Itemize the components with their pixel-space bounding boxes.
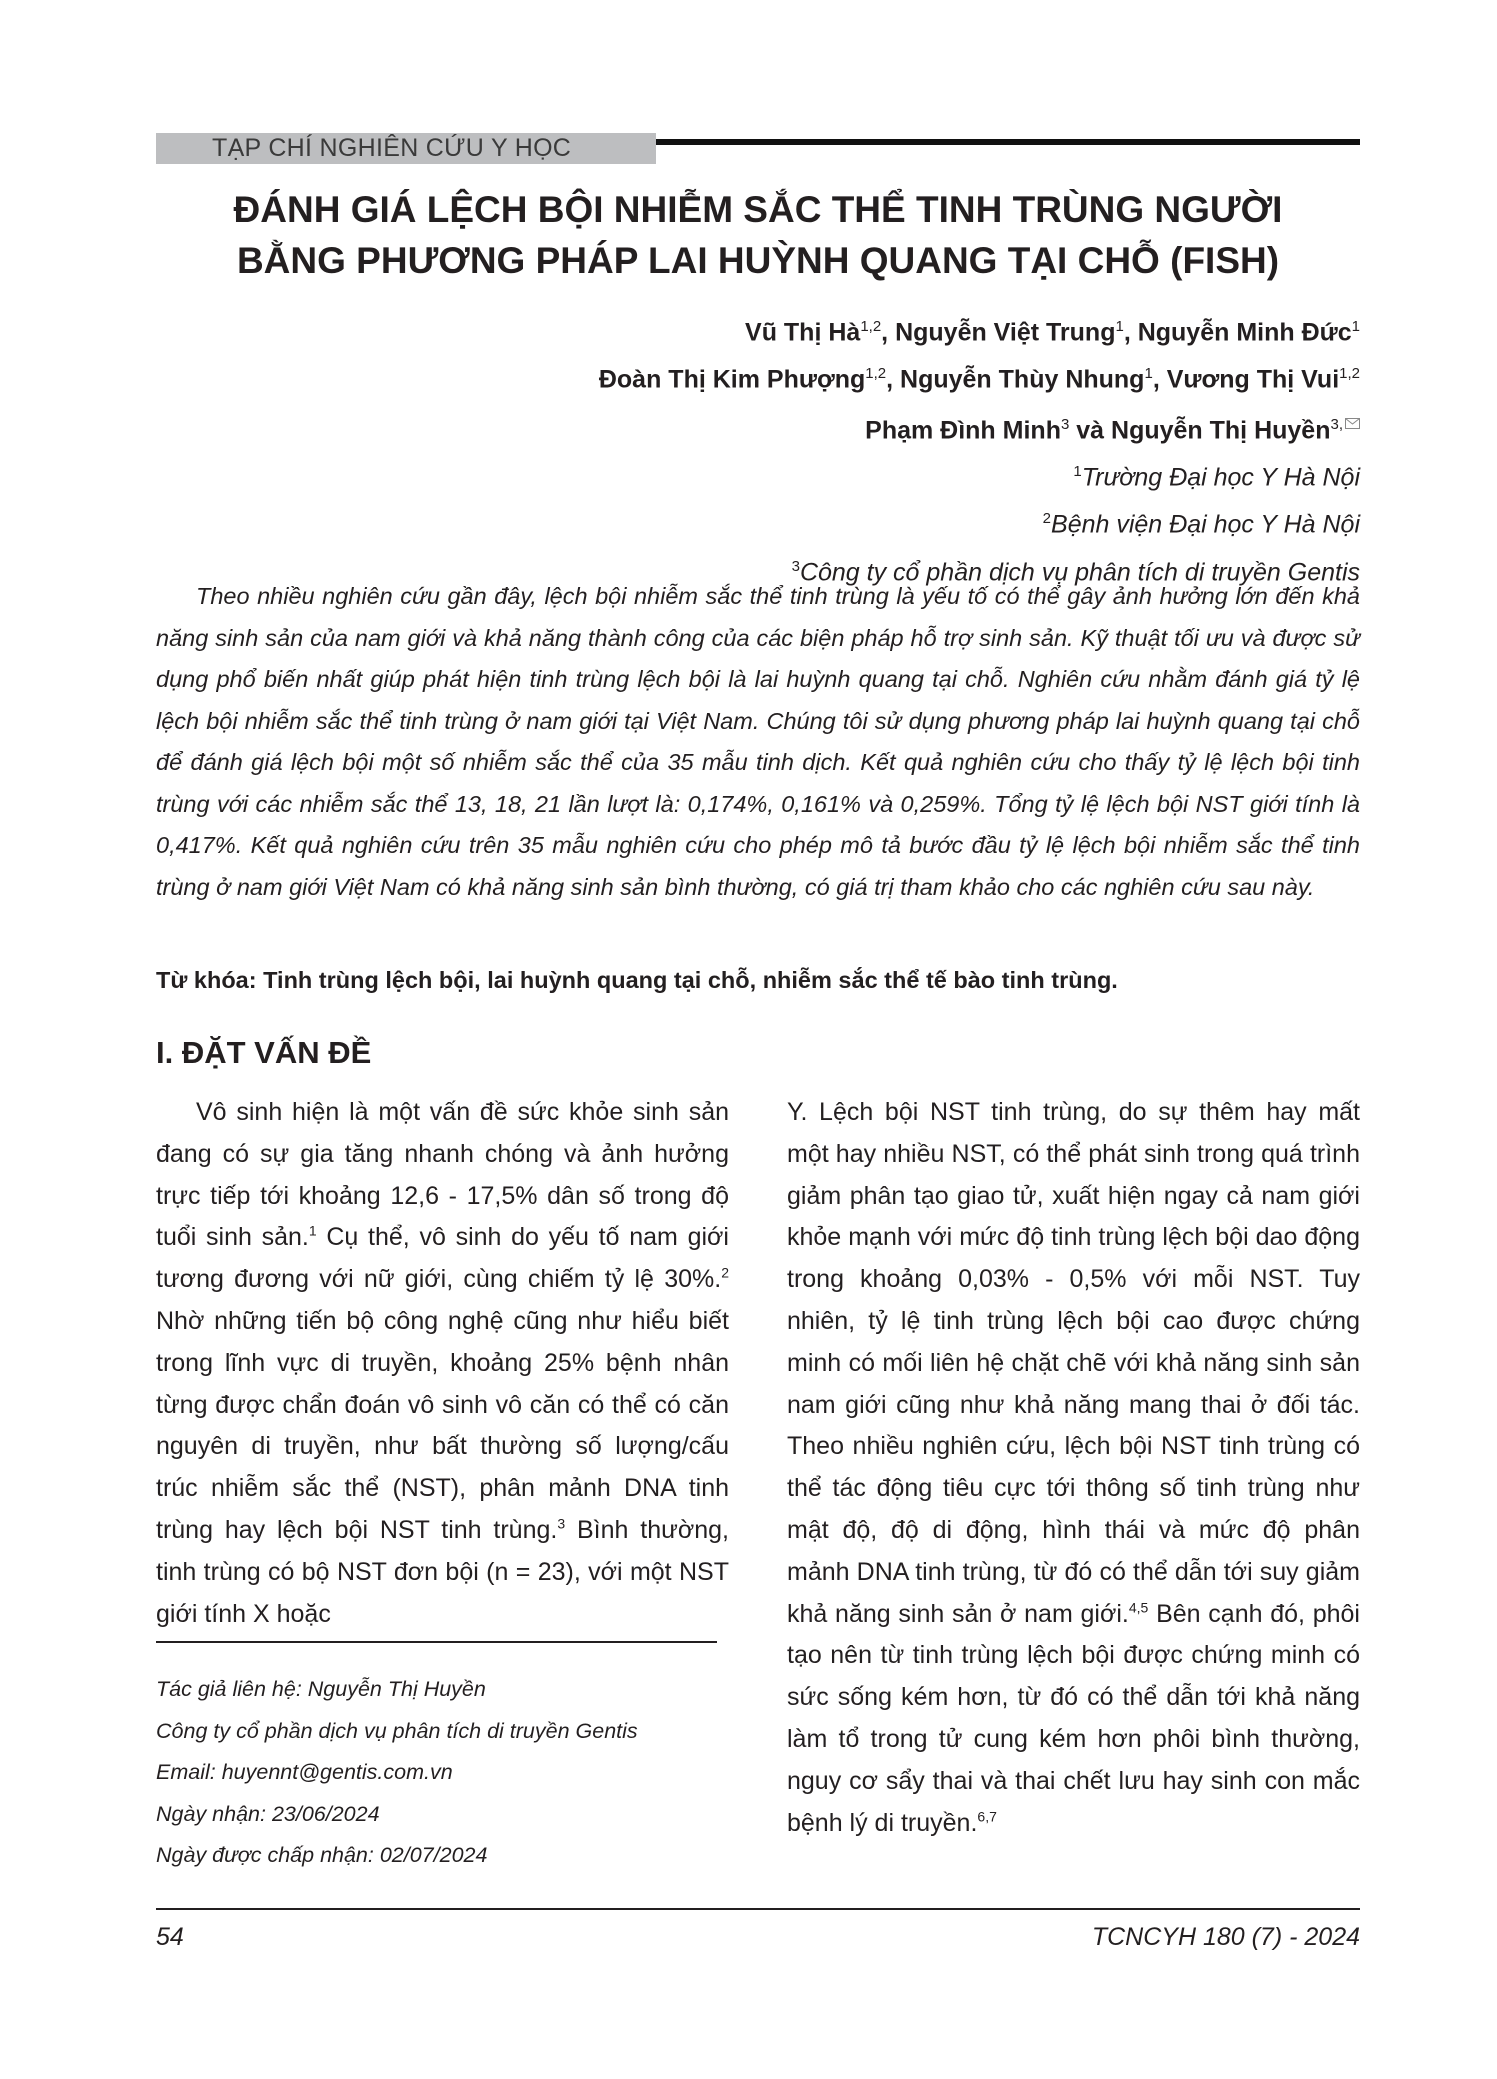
header-rule — [656, 139, 1360, 145]
affiliation-2: $^2$Bệnh viện Đại học Y Hà Nội — [1042, 510, 1360, 539]
author-affiliation-ref: 1 — [1115, 318, 1124, 335]
section-heading: I. ĐẶT VẤN ĐỀ — [156, 1035, 372, 1070]
author-block — [599, 306, 1360, 593]
citation-ref: 2 — [721, 1264, 729, 1281]
corresponding-author-note — [156, 1669, 717, 1877]
page-number: 54 — [156, 1923, 184, 1951]
citation-ref: 1 — [308, 1223, 317, 1240]
title-line-2: BẰNG PHƯƠNG PHÁP LAI HUỲNH QUANG TẠI CHỖ (FISH) — [236, 240, 1280, 281]
author-line-1 — [599, 306, 1360, 353]
body-column-right: Y. Lệch bội NST tinh trùng, do sự thêm hay mất một hay nhiều NST, có thể phát sinh trong quá trình giảm phân tạo giao tử, xuất hiện ngay cả nam giới khỏe mạnh với mức độ tinh trùng lệch bội dao động trong khoảng 0,03% - 0,5% với mỗi NST. Tuy nhiên, tỷ lệ tinh trùng lệch bội cao được chứng minh có mối liên hệ chặt chẽ với khả năng sinh sản nam giới cũng như khả năng mang thai ở đối tác. Theo nhiều nghiên cứu, lệch bội NST tinh trùng có thể tác động tiêu cực tới thông số tinh trùng như mật độ, độ di động, hình thái và mức độ phân mảnh DNA tinh trùng, từ đó có thể dẫn tới suy giảm khả năng sinh sản ở nam giới.$^{4,5}$ Bên cạnh đó, phôi tạo nên từ tinh trùng lệch bội được chứng minh có sức sống kém hơn, từ đó có thể dẫn tới khả năng làm tổ trong tử cung kém hơn phôi bình thường, nguy cơ sẩy thai và thai chết lưu hay sinh con mắc bệnh lý di truyền.$^{6,7}$ — [787, 1098, 1360, 1837]
envelope-icon — [1345, 401, 1360, 442]
footnote-divider — [156, 1641, 717, 1643]
contact-author: Tác giả liên hệ: Nguyễn Thị Huyền — [156, 1677, 486, 1701]
accepted-date: Ngày được chấp nhận: 02/07/2024 — [156, 1843, 488, 1867]
footer-rule — [156, 1908, 1360, 1910]
author-name: , Nguyễn Thùy Nhung — [886, 365, 1145, 394]
affiliation-1: $^1$Trường Đại học Y Hà Nội — [1073, 462, 1360, 492]
author-line-2 — [599, 353, 1360, 400]
abstract: Theo nhiều nghiên cứu gần đây, lệch bội nhiễm sắc thể tinh trùng là yếu tố có thể gây ảnh hưởng lớn đến khả năng sinh sản của nam giới và khả năng thành công của các biện pháp hỗ trợ sinh sản. Kỹ thuật tối ưu và được sử dụng phổ biến nhất giúp phát hiện tinh trùng lệch bội là lai huỳnh quang tại chỗ. Nghiên cứu nhằm đánh giá tỷ lệ lệch bội nhiễm sắc thể tinh trùng ở nam giới tại Việt Nam. Chúng tôi sử dụng phương pháp lai huỳnh quang tại chỗ để đánh giá lệch bội một số nhiễm sắc thể của 35 mẫu tinh dịch. Kết quả nghiên cứu cho thấy tỷ lệ lệch bội tinh trùng với các nhiễm sắc thể 13, 18, 21 lần lượt là: 0,174%, 0,161% và 0,259%. Tổng tỷ lệ lệch bội NST giới tính là 0,417%. Kết quả nghiên cứu trên 35 mẫu nghiên cứu cho phép mô tả bước đầu tỷ lệ lệch bội nhiễm sắc thể tinh trùng ở nam giới Việt Nam có khả năng sinh sản bình thường, có giá trị tham khảo cho các nghiên cứu sau này. — [156, 583, 1360, 900]
contact-email: Email: huyennt@gentis.com.vn — [156, 1760, 453, 1784]
citation-ref: 4,5 — [1128, 1599, 1149, 1616]
author-affiliation-ref: 1,2 — [865, 365, 887, 383]
author-line-3 — [599, 401, 1360, 451]
affiliation-3: $^3$Công ty cổ phần dịch vụ phân tích di truyền Gentis — [791, 557, 1360, 586]
author-name: , Nguyễn Việt Trung — [881, 318, 1116, 347]
author-affiliation-ref: 1 — [1351, 318, 1360, 335]
author-name: , Vương Thị Vui — [1152, 365, 1340, 394]
author-name: và Nguyễn Thị Huyền — [1069, 415, 1331, 444]
contact-organization: Công ty cổ phần dịch vụ phân tích di truyền Gentis — [156, 1718, 638, 1743]
author-affiliation-ref: 3, — [1330, 415, 1343, 433]
received-date: Ngày nhận: 23/06/2024 — [156, 1801, 380, 1826]
journal-issue: TCNCYH 180 (7) - 2024 — [1091, 1923, 1360, 1951]
citation-ref: 6,7 — [977, 1808, 997, 1825]
journal-name: TẠP CHÍ NGHIÊN CỨU Y HỌC — [156, 133, 656, 164]
author-affiliation-ref: 3 — [1060, 415, 1070, 433]
keywords: Từ khóa: Tinh trùng lệch bội, lai huỳnh quang tại chỗ, nhiễm sắc thể tế bào tinh trùng. — [156, 967, 1118, 993]
author-name: Vũ Thị Hà — [745, 318, 861, 347]
author-affiliation-ref: 1 — [1144, 365, 1153, 383]
author-name: Phạm Đình Minh — [865, 415, 1061, 444]
author-name: , Nguyễn Minh Đức — [1123, 318, 1352, 347]
author-name: Đoàn Thị Kim Phượng — [598, 365, 866, 394]
title-line-1: ĐÁNH GIÁ LỆCH BỘI NHIỄM SẮC THỂ TINH TRÙNG NGƯỜI — [233, 189, 1283, 230]
author-affiliation-ref: 1,2 — [860, 318, 882, 335]
article-title — [156, 184, 1360, 286]
author-affiliation-ref: 1,2 — [1339, 365, 1360, 383]
body-column-left: Vô sinh hiện là một vấn đề sức khỏe sinh sản đang có sự gia tăng nhanh chóng và ảnh hưởng trực tiếp tới khoảng 12,6 - 17,5% dân số trong độ tuổi sinh sản.$^1$ Cụ thể, vô sinh do yếu tố nam giới tương đương với nữ giới, cùng chiếm tỷ lệ 30%.$^2$ Nhờ những tiến bộ công nghệ cũng như hiểu biết trong lĩnh vực di truyền, khoảng 25% bệnh nhân từng được chẩn đoán vô sinh vô căn có thể có căn nguyên di truyền, như bất thường số lượng/cấu trúc nhiễm sắc thể (NST), phân mảnh DNA tinh trùng hay lệch bội NST tinh trùng.$^3$ Bình thường, tinh trùng có bộ NST đơn bội (n = 23), với một NST giới tính X hoặc — [156, 1098, 729, 1628]
citation-ref: 3 — [557, 1515, 566, 1532]
